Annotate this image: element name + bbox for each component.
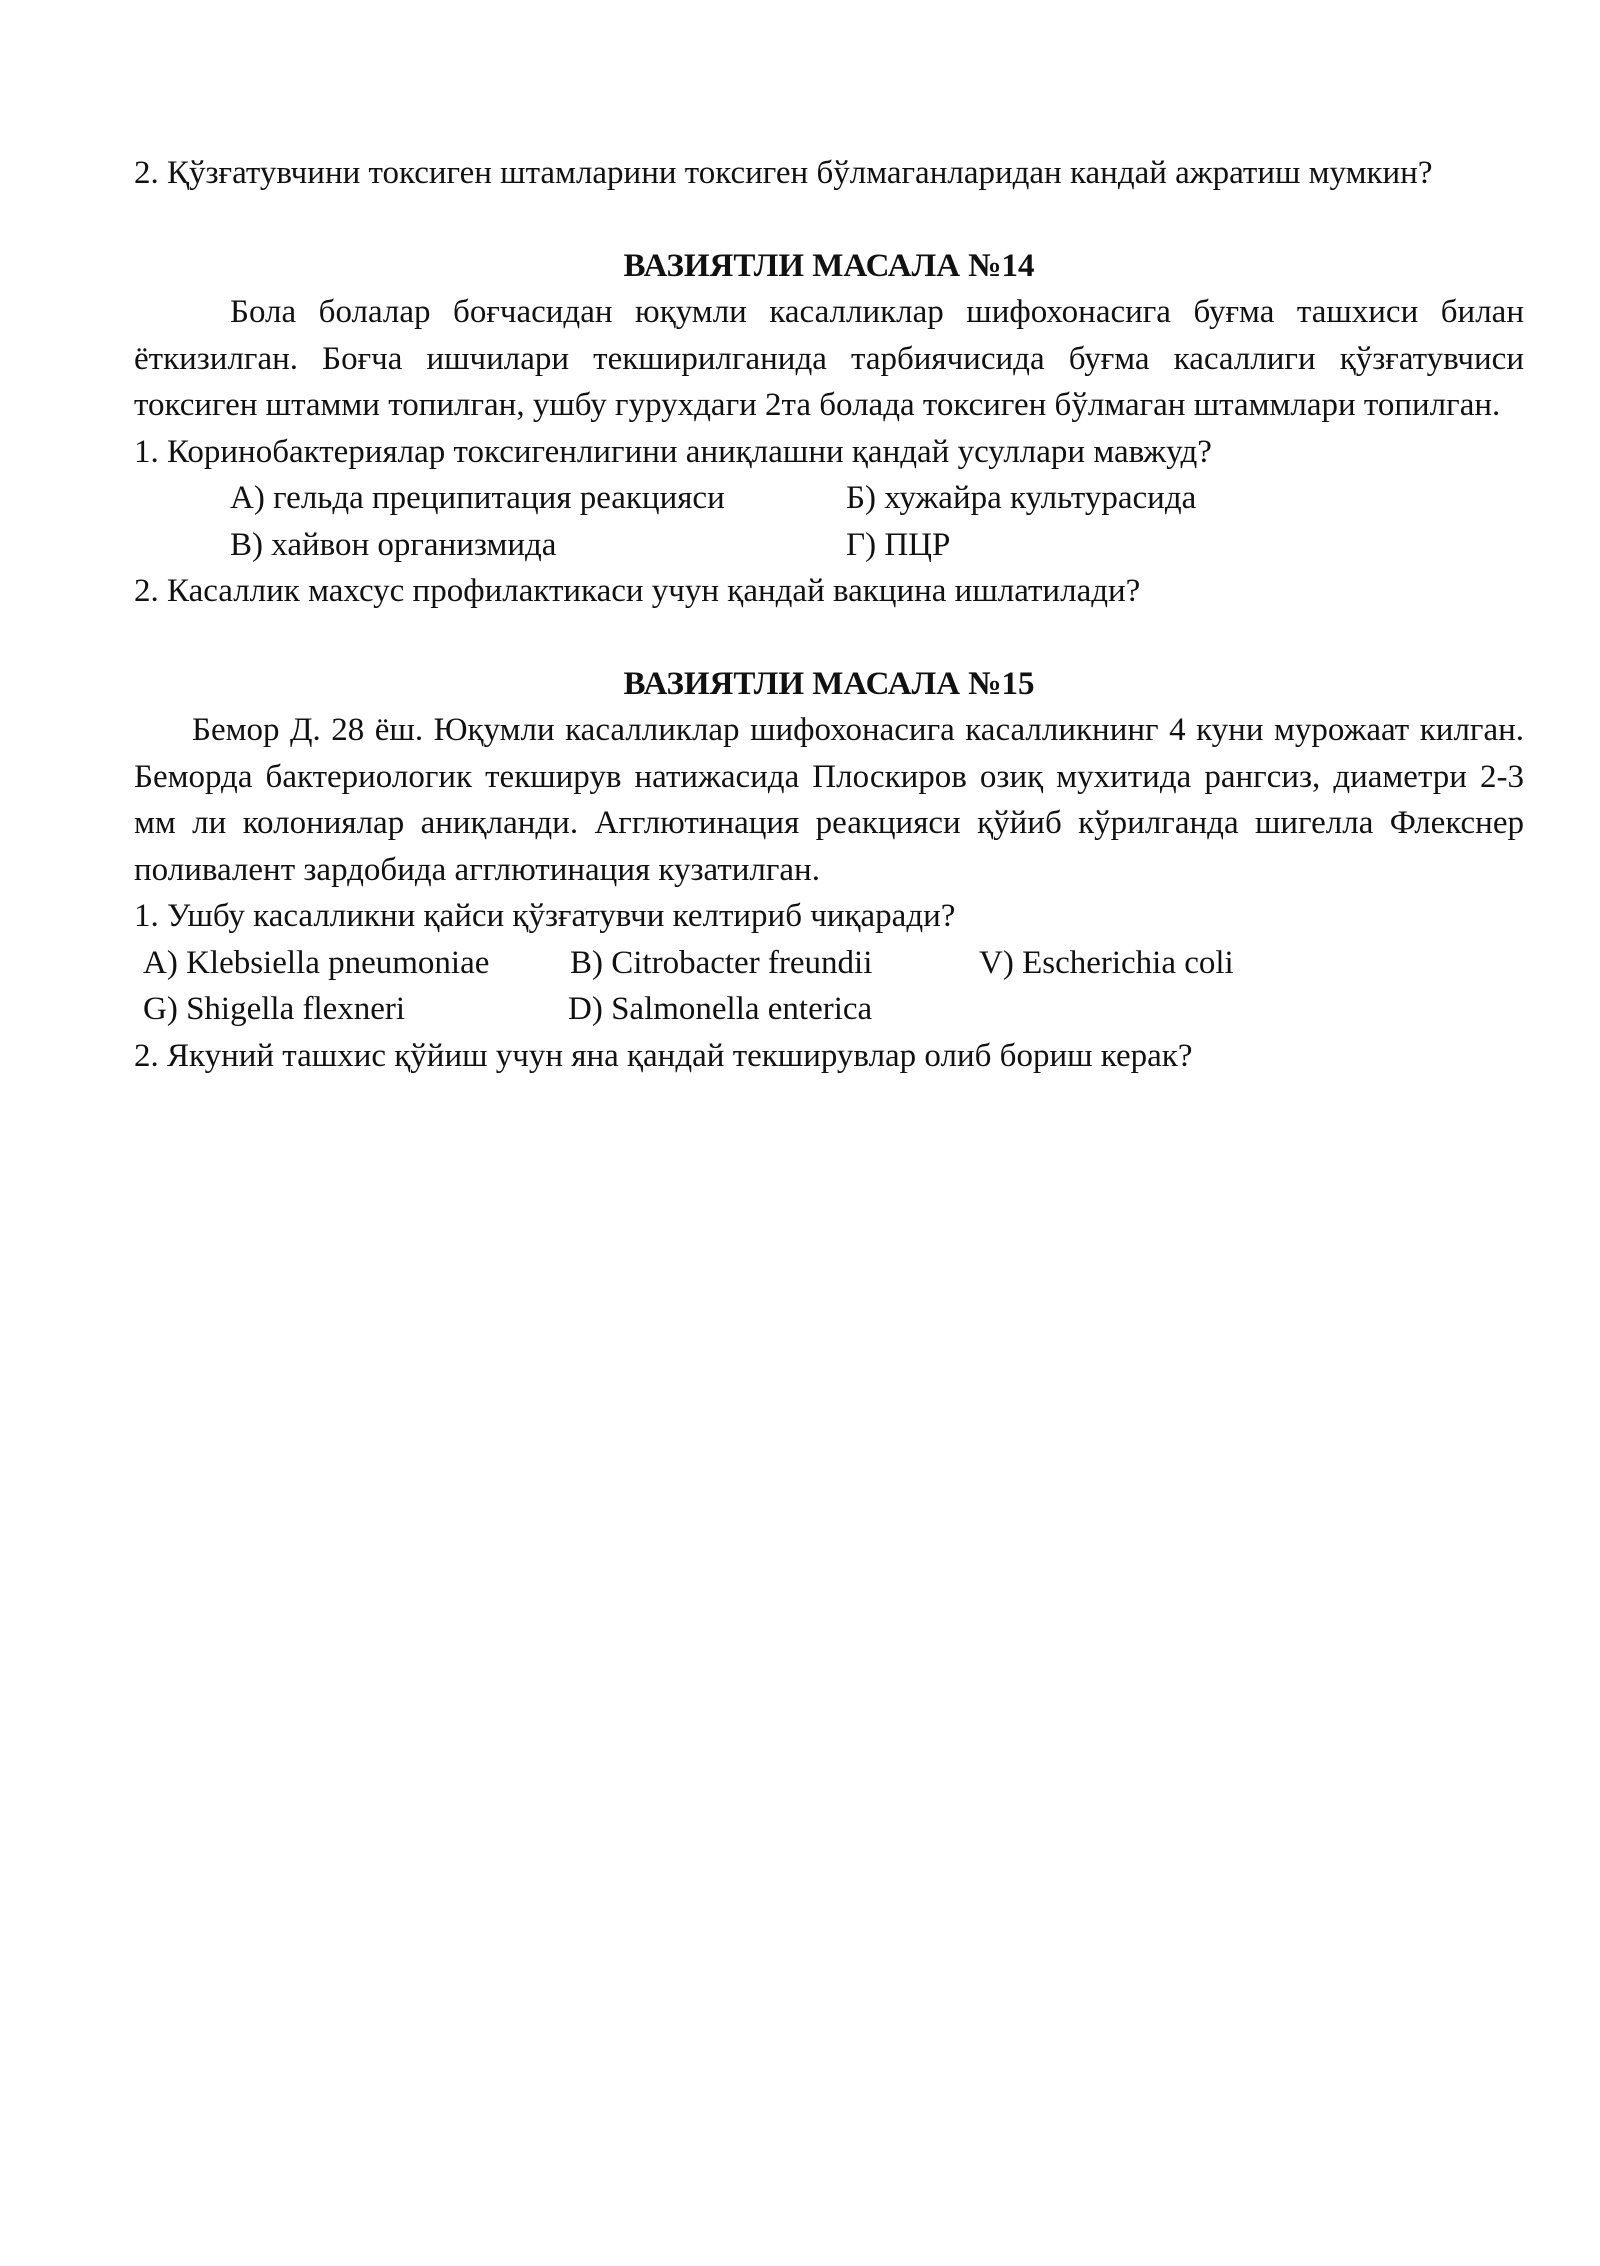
- case-15-option-d: D) Salmonella enterica: [568, 991, 873, 1027]
- case-15-question-2: 2. Якуний ташхис қўйиш учун яна қандай текширувлар олиб бориш керак?: [134, 1037, 1193, 1074]
- case-14-option-a: А) гельда преципитация реакцияси: [230, 480, 725, 516]
- case-15-option-v: V) Escherichia coli: [979, 944, 1234, 981]
- case-14-option-b: Б) хужайра культурасида: [846, 480, 1197, 516]
- case-15-question-1: 1. Ушбу касалликни қайси қўзғатувчи келтириб чиқаради?: [134, 898, 956, 934]
- case-14-question-2: 2. Касаллик махсус профилактикаси учун қандай вакцина ишлатилади?: [134, 573, 1141, 609]
- case-15-option-a: A) Klebsiella pneumoniae: [143, 944, 490, 981]
- case-15-heading: ВАЗИЯТЛИ МАСАЛА №15: [623, 665, 1035, 702]
- case-15-options-row-2: [134, 986, 1524, 1033]
- document-page: [134, 150, 1524, 1079]
- case-14-heading: ВАЗИЯТЛИ МАСАЛА №14: [623, 247, 1035, 284]
- previous-case-question-2: 2. Қўзғатувчини токсиген штамларини токсиген бўлмаганларидан кандай ажратиш мумкин?: [134, 155, 1433, 191]
- case-14-option-v: В) хайвон организмида: [230, 526, 557, 563]
- case-15-description: Бемор Д. 28 ёш. Юқумли касалликлар шифохонасига касалликнинг 4 куни мурожаат килган. Беморда бактериологик текширув натижасида Плоскиров озиқ мухитида рангсиз, диаметри 2-3 мм ли колониялар аниқланди. Агглютинация реакцияси қўйиб кўрилганда шигелла Флекснер поливалент зардобида агглютинация кузатилган.: [134, 712, 1524, 888]
- case-14-question-1: 1. Коринобактериялар токсигенлигини аниқлашни қандай усуллари мавжуд?: [134, 433, 1212, 470]
- case-14-options-row-2: [134, 522, 1524, 569]
- case-15-options-row-1: [134, 940, 1524, 987]
- case-15-option-b: B) Citrobacter freundii: [570, 944, 873, 981]
- case-15-option-g: G) Shigella flexneri: [143, 991, 406, 1027]
- case-14-option-g: Г) ПЦР: [846, 526, 951, 563]
- case-14-description: Бола болалар боғчасидан юқумли касалликлар шифохонасига буғма ташхиси билан ёткизилган. Боғча ишчилари текширилганида тарбиячисида буғма касаллиги қўзғатувчиси токсиген штамми топилган, ушбу гурухдаги 2та болада токсиген бўлмаган штаммлари топилган.: [134, 294, 1524, 423]
- case-14-options-row-1: [134, 475, 1524, 522]
